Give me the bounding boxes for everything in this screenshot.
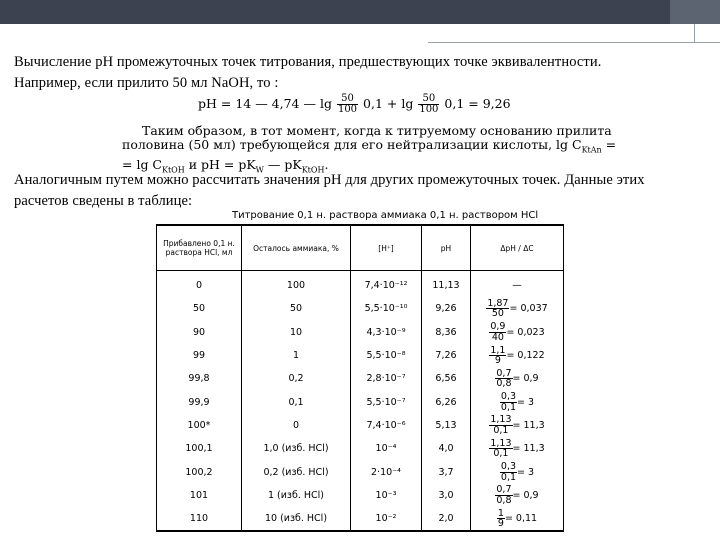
table-row bbox=[157, 297, 564, 320]
cell-dph bbox=[471, 344, 564, 367]
titration-table bbox=[156, 224, 564, 532]
table-row bbox=[157, 507, 564, 531]
header-dph: ΔpH / ΔC bbox=[471, 225, 564, 271]
cell-remaining: 0,2 (изб. HCl) bbox=[242, 460, 351, 483]
dph-result: — bbox=[512, 280, 522, 292]
cell-added: 100,1 bbox=[157, 437, 242, 460]
cell-ph: 4,0 bbox=[422, 437, 471, 460]
cell-h: 2,8·10⁻⁷ bbox=[351, 367, 422, 390]
dph-fraction: $\frac{0,7}{0,8}$ bbox=[496, 484, 512, 506]
heading-line-2: Например, если прилито 50 мл NaOH, то : bbox=[14, 75, 279, 91]
header-ph: pH bbox=[422, 225, 471, 271]
scan-line-2: половина (50 мл) требующейся для его нейтрализации кислоты, $\lg C_{KtAn}$ = bbox=[122, 137, 617, 155]
title-bar bbox=[0, 0, 720, 24]
formula-rhs: 0,1 = 9,26 bbox=[444, 96, 511, 111]
cell-remaining: 1 (изб. HCl) bbox=[242, 484, 351, 507]
header-added: Прибавлено 0,1 н. раствора HCl, мл bbox=[157, 225, 242, 271]
cell-remaining: 0,2 bbox=[242, 367, 351, 390]
cell-remaining: 50 bbox=[242, 297, 351, 320]
dph-fraction: $\frac{1,87}{50}$ bbox=[487, 297, 509, 320]
cell-remaining: 0 bbox=[242, 414, 351, 437]
table-caption: Титрование 0,1 н. раствора аммиака 0,1 н. раствором HCl bbox=[232, 210, 539, 221]
cell-ph: 5,13 bbox=[422, 414, 471, 437]
formula-mid: 0,1 + lg bbox=[363, 96, 414, 111]
table-row bbox=[157, 460, 564, 483]
cell-added: 99,9 bbox=[157, 390, 242, 413]
cell-h: 4,3·10⁻⁹ bbox=[351, 321, 422, 344]
paragraph-2-line-2: расчетов сведены в таблице: bbox=[14, 193, 193, 209]
cell-dph bbox=[471, 437, 564, 460]
table-row bbox=[157, 390, 564, 413]
table-row bbox=[157, 367, 564, 390]
table-row bbox=[157, 344, 564, 367]
cell-h: 5,5·10⁻⁸ bbox=[351, 344, 422, 367]
cell-remaining: 1 bbox=[242, 344, 351, 367]
cell-ph: 3,0 bbox=[422, 484, 471, 507]
dph-result: = 0,9 bbox=[512, 373, 539, 385]
formula-lhs: pH = 14 — 4,74 — lg bbox=[198, 96, 332, 111]
cell-ph: 9,26 bbox=[422, 297, 471, 320]
paragraph-2-line-1: Аналогичным путем можно рассчитать значения pH для других промежуточных точек. Данные этих bbox=[14, 172, 645, 188]
dph-fraction: $\frac{0,3}{0,1}$ bbox=[500, 391, 517, 413]
cell-ph: 2,0 bbox=[422, 507, 471, 531]
dph-result: = 11,3 bbox=[512, 443, 545, 455]
cell-remaining: 1,0 (изб. HCl) bbox=[242, 437, 351, 460]
dph-fraction: $\frac{1,1}{9}$ bbox=[490, 344, 506, 367]
header-remaining: Осталось аммиака, % bbox=[242, 225, 351, 271]
cell-added: 90 bbox=[157, 321, 242, 344]
formula-fraction-1: $\frac{50}{100}$ bbox=[337, 93, 358, 115]
dph-fraction: $\frac{1,13}{0,1}$ bbox=[490, 414, 512, 436]
table-row bbox=[157, 271, 564, 298]
cell-dph bbox=[471, 321, 564, 344]
cell-dph bbox=[471, 484, 564, 507]
cell-ph: 3,7 bbox=[422, 460, 471, 483]
dph-result: = 3 bbox=[517, 396, 535, 408]
table-row bbox=[157, 437, 564, 460]
cell-dph bbox=[471, 390, 564, 413]
cell-h: 10⁻⁴ bbox=[351, 437, 422, 460]
dph-fraction: $\frac{0,7}{0,8}$ bbox=[496, 367, 512, 390]
cell-added: 50 bbox=[157, 297, 242, 320]
cell-h: 10⁻³ bbox=[351, 484, 422, 507]
cell-added: 0 bbox=[157, 271, 242, 298]
cell-remaining: 10 (изб. HCl) bbox=[242, 507, 351, 531]
table-row bbox=[157, 414, 564, 437]
dph-result: = 0,023 bbox=[506, 326, 545, 338]
cell-h: 5,5·10⁻⁷ bbox=[351, 390, 422, 413]
cell-added: 110 bbox=[157, 507, 242, 531]
dph-fraction: $\frac{1,13}{0,1}$ bbox=[490, 437, 512, 460]
cell-added: 101 bbox=[157, 484, 242, 507]
heading-line-1: Вычисление pH промежуточных точек титрования, предшествующих точке эквивалентности. bbox=[14, 54, 602, 70]
dph-fraction: $\frac{0,9}{40}$ bbox=[490, 321, 506, 343]
cell-h: 7,4·10⁻¹² bbox=[351, 271, 422, 298]
cell-ph: 7,26 bbox=[422, 344, 471, 367]
dph-result: = 3 bbox=[517, 466, 535, 478]
cell-ph: 6,26 bbox=[422, 390, 471, 413]
scan-line-1: Таким образом, в тот момент, когда к титруемому основанию прилита bbox=[142, 123, 612, 138]
cell-dph bbox=[471, 297, 564, 320]
formula-fraction-2: $\frac{50}{100}$ bbox=[419, 93, 439, 115]
cell-remaining: 10 bbox=[242, 321, 351, 344]
cell-h: 7,4·10⁻⁶ bbox=[351, 414, 422, 437]
cell-dph bbox=[471, 460, 564, 483]
cell-ph: 8,36 bbox=[422, 321, 471, 344]
cell-dph bbox=[471, 414, 564, 437]
cell-dph bbox=[471, 271, 564, 298]
dph-fraction: $\frac{0,3}{0,1}$ bbox=[500, 461, 517, 483]
cell-h: 2·10⁻⁴ bbox=[351, 460, 422, 483]
dph-result: = 11,3 bbox=[512, 419, 545, 431]
cell-h: 10⁻² bbox=[351, 507, 422, 531]
ph-formula bbox=[198, 94, 511, 115]
cell-added: 100,2 bbox=[157, 460, 242, 483]
dph-result: = 0,11 bbox=[504, 513, 538, 525]
decorative-line bbox=[428, 42, 720, 43]
decorative-vertical-line bbox=[694, 24, 695, 42]
cell-ph: 6,56 bbox=[422, 367, 471, 390]
title-bar-accent bbox=[670, 0, 720, 24]
dph-fraction: $\frac{1}{9}$ bbox=[497, 507, 504, 530]
header-h: [H⁺] bbox=[351, 225, 422, 271]
cell-dph bbox=[471, 367, 564, 390]
dph-result: = 0,037 bbox=[509, 303, 548, 315]
scan-line-3: = $\lg C_{KtOH}$ и pH = $pK_W$ — $pK_{KtOH}$. bbox=[122, 156, 329, 174]
cell-added: 100* bbox=[157, 414, 242, 437]
cell-h: 5,5·10⁻¹⁰ bbox=[351, 297, 422, 320]
cell-added: 99,8 bbox=[157, 367, 242, 390]
cell-remaining: 0,1 bbox=[242, 390, 351, 413]
cell-dph bbox=[471, 507, 564, 531]
table-row bbox=[157, 484, 564, 507]
dph-result: = 0,122 bbox=[506, 350, 545, 362]
cell-ph: 11,13 bbox=[422, 271, 471, 298]
table-row bbox=[157, 321, 564, 344]
cell-remaining: 100 bbox=[242, 271, 351, 298]
cell-added: 99 bbox=[157, 344, 242, 367]
dph-result: = 0,9 bbox=[512, 489, 539, 501]
